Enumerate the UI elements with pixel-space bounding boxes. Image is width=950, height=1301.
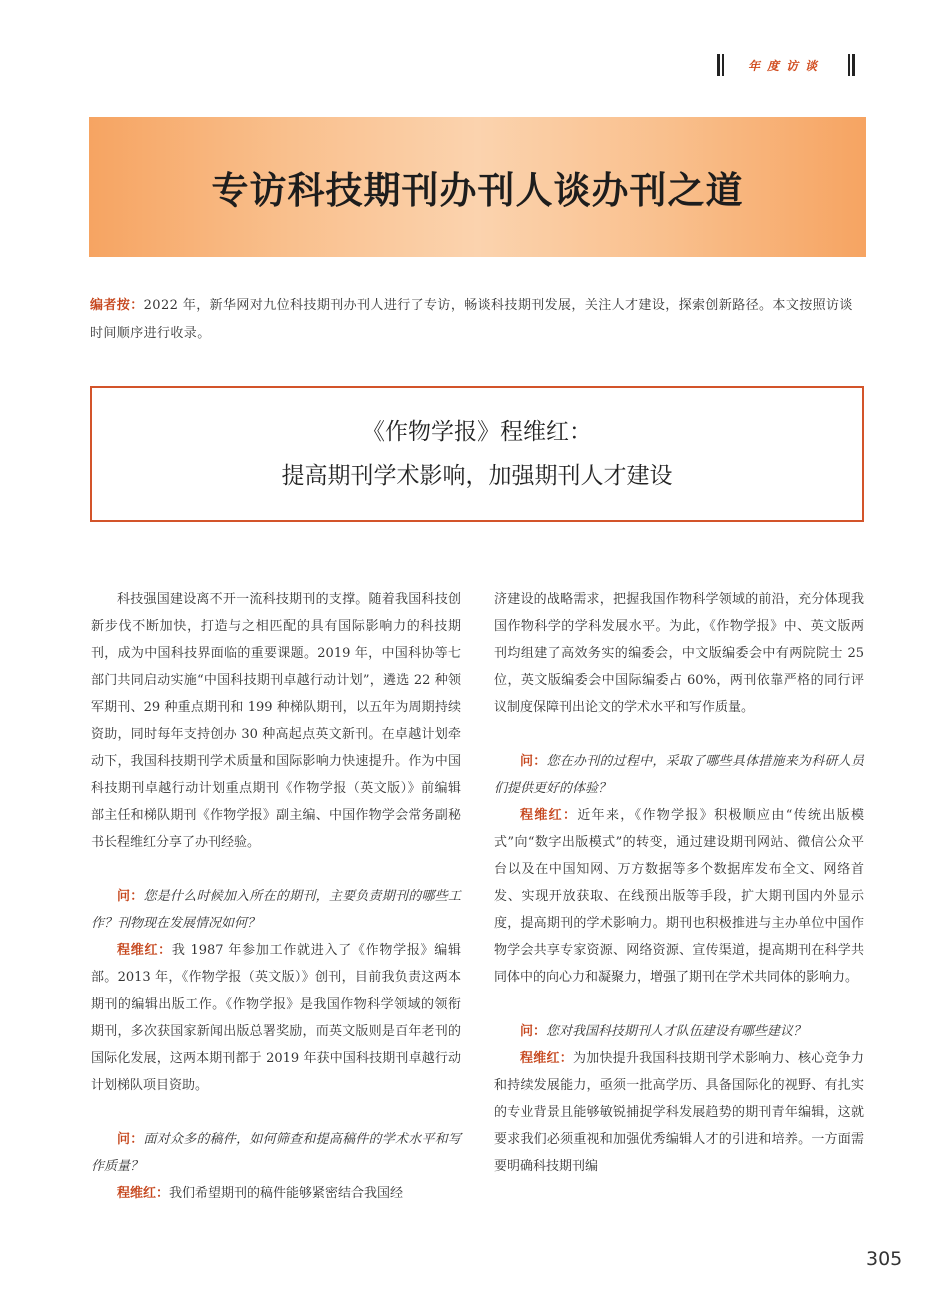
article-title-box	[90, 386, 864, 522]
title-banner	[89, 117, 866, 257]
page-number: 305	[866, 1248, 903, 1270]
section-bar-right	[848, 54, 855, 76]
question-1	[91, 883, 461, 937]
answer-1	[91, 937, 461, 1099]
question-4	[494, 1018, 864, 1045]
question-label: 问：	[520, 1024, 547, 1039]
article-title-line1: 《作物学报》程维红：	[362, 419, 592, 445]
editor-note-text: 2022 年，新华网对九位科技期刊办刊人进行了专访，畅谈科技期刊发展，关注人才建设，探索创新路径。本文按照访谈时间顺序进行收录。	[90, 298, 853, 341]
answer-text: 我们希望期刊的稿件能够紧密结合我国经	[169, 1186, 404, 1201]
speaker-label: 程维红：	[520, 808, 578, 823]
editor-note-label: 编者按：	[90, 298, 144, 313]
question-text: 您在办刊的过程中，采取了哪些具体措施来为科研人员们提供更好的体验？	[494, 754, 864, 796]
question-label: 问：	[117, 889, 144, 904]
question-label: 问：	[117, 1132, 144, 1147]
section-label	[706, 52, 866, 78]
answer-2-continued: 济建设的战略需求，把握我国作物科学领域的前沿，充分体现我国作物科学的学科发展水平。为此，《作物学报》中、英文版两刊均组建了高效务实的编委会，中文版编委会中有两院院士 25 位，英文版编委会中国际编委占 60%，两刊依靠严格的同行评议制度保障刊出论文的学术水平和写作质量。	[494, 592, 864, 715]
section-bar-left	[717, 54, 724, 76]
answer-text: 近年来，《作物学报》积极顺应由“传统出版模式”向“数字出版模式”的转变，通过建设期刊网站、微信公众平台以及在中国知网、万方数据等多个数据库发布全文、网络首发、实现开放获取、在线预出版等手段，扩大期刊国内外显示度，提高期刊的学术影响力。期刊也积极推进与主办单位中国作物学会共享专家资源、网络资源、宣传渠道，提高期刊在科学共同体中的向心力和凝聚力，增强了期刊在学术共同体的影响力。	[494, 808, 864, 985]
question-text: 面对众多的稿件，如何筛查和提高稿件的学术水平和写作质量？	[91, 1132, 461, 1174]
left-column	[91, 586, 461, 1207]
answer-2	[91, 1180, 461, 1207]
article-title-line2: 提高期刊学术影响，加强期刊人才建设	[281, 463, 673, 489]
speaker-label: 程维红：	[520, 1051, 573, 1066]
question-text: 您对我国科技期刊人才队伍建设有哪些建议？	[546, 1024, 807, 1039]
question-3	[494, 748, 864, 802]
right-column	[494, 586, 864, 1180]
speaker-label: 程维红：	[117, 943, 172, 958]
page-title: 专访科技期刊办刊人谈办刊之道	[211, 169, 744, 212]
question-label: 问：	[520, 754, 547, 769]
answer-text: 我 1987 年参加工作就进入了《作物学报》编辑部。2013 年，《作物学报（英文版）》创刊，目前我负责这两本期刊的编辑出版工作。《作物学报》是我国作物科学领域的领衔期刊，多次获国家新闻出版总署奖励，而英文版则是百年老刊的国际化发展，这两本期刊都于 2019 年获中国科技期刊卓越行动计划梯队项目资助。	[91, 943, 461, 1093]
intro-paragraph: 科技强国建设离不开一流科技期刊的支撑。随着我国科技创新步伐不断加快，打造与之相匹配的具有国际影响力的科技期刊，成为中国科技界面临的重要课题。2019 年，中国科协等七部门共同启动实施“中国科技期刊卓越行动计划”，遴选 22 种领军期刊、29 种重点期刊和 199 种梯队期刊，以五年为周期持续资助，同时每年支持创办 30 种高起点英文新刊。在卓越计划牵动下，我国科技期刊学术质量和国际影响力快速提升。作为中国科技期刊卓越行动计划重点期刊《作物学报（英文版）》前编辑部主任和梯队期刊《作物学报》副主编、中国作物学会常务副秘书长程维红分享了办刊经验。	[91, 592, 461, 850]
answer-4	[494, 1045, 864, 1180]
question-text: 您是什么时候加入所在的期刊，主要负责期刊的哪些工作？刊物现在发展情况如何？	[91, 889, 461, 931]
answer-3	[494, 802, 864, 991]
editor-note	[90, 292, 866, 348]
question-2	[91, 1126, 461, 1180]
speaker-label: 程维红：	[117, 1186, 170, 1201]
answer-text: 为加快提升我国科技期刊学术影响力、核心竞争力和持续发展能力，亟须一批高学历、具备国际化的视野、有扎实的专业背景且能够敏锐捕捉学科发展趋势的期刊青年编辑，这就要求我们必须重视和加强优秀编辑人才的引进和培养。一方面需要明确科技期刊编	[494, 1051, 864, 1174]
section-label-text: 年度访谈	[747, 58, 824, 73]
